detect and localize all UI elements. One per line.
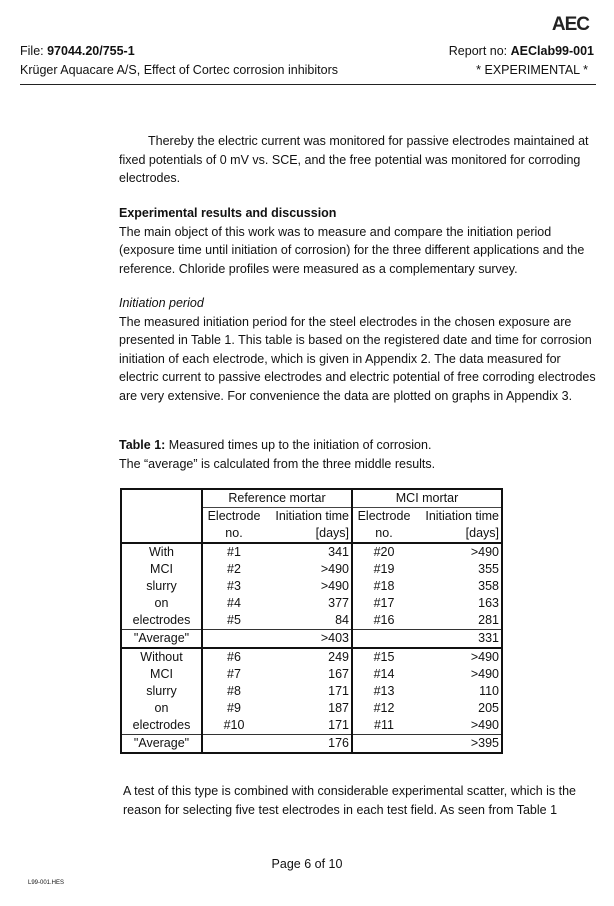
aec-logo: AEC (551, 14, 589, 35)
mci-initiation-time: 355 (478, 562, 499, 576)
ref-average: 176 (265, 735, 352, 754)
ref-electrode-no: #5 (227, 613, 241, 627)
section-heading: Experimental results and discussion (119, 206, 337, 220)
row-label: on (121, 595, 202, 612)
row-label: MCI (121, 561, 202, 578)
mci-initiation-time: >490 (415, 543, 502, 561)
table-row (121, 543, 502, 561)
file-number (20, 44, 135, 58)
empty-cell (352, 630, 415, 649)
initiation-table (120, 488, 503, 754)
mci-average: >395 (415, 735, 502, 754)
mci-initiation-time: >490 (415, 648, 502, 666)
table-row (121, 700, 502, 717)
ref-initiation-time: 341 (265, 543, 352, 561)
group-header-reference: Reference mortar (202, 489, 352, 508)
ref-electrode-no: #2 (227, 562, 241, 576)
col-header: Initiation time (265, 508, 352, 526)
col-header: no. (375, 526, 393, 540)
table-caption (119, 436, 599, 473)
col-header: [days] (465, 526, 499, 540)
col-header: Electrode (357, 509, 411, 523)
report-label: Report no: (448, 44, 511, 58)
paragraph-text: The main object of this work was to measure and compare the initiation period (exposure time until initiation of corrosion) for the three different applications and the reference. Chloride profiles were measured as a complementary survey. (119, 224, 585, 276)
table-row (121, 578, 502, 595)
ref-electrode-no: #4 (227, 596, 241, 610)
mci-electrode-no: #20 (352, 543, 415, 561)
ref-initiation-time: 249 (265, 648, 352, 666)
caption-label: Table 1: (119, 438, 166, 452)
header-corner-cell (121, 489, 202, 543)
paragraph-text: Thereby the electric current was monitored for passive electrodes maintained at fixed potentials of 0 mV vs. SCE, and the free potential was monitored for corroding electrodes. (119, 134, 589, 185)
empty-cell (202, 630, 265, 649)
mci-electrode-no: #15 (352, 648, 415, 666)
mci-electrode-no: #13 (373, 684, 395, 698)
ref-electrode-no: #8 (227, 684, 241, 698)
initiation-section (119, 294, 599, 405)
row-label: on (121, 700, 202, 717)
report-no: AEClab99-001 (510, 44, 594, 58)
empty-cell (352, 735, 415, 754)
ref-initiation-time: 187 (265, 700, 352, 717)
mci-electrode-no: #16 (373, 613, 395, 627)
ref-initiation-time: 84 (265, 612, 352, 630)
mci-initiation-time: 110 (479, 684, 499, 698)
table-row (121, 683, 502, 700)
ref-average: >403 (265, 630, 352, 649)
subsection-heading: Initiation period (119, 296, 204, 310)
table-row (121, 666, 502, 683)
row-label: slurry (121, 683, 202, 700)
paragraph-text: The measured initiation period for the steel electrodes in the chosen exposure are presented in Table 1. This table is based on the registered date and time for corrosion initiation of each electrode, which is given in Appendix 2. The data measured for electric current to passive electrodes and electric potential of free corroding electrodes are very extensive. For convenience the data are plotted on graphs in Appendix 3. (119, 314, 596, 403)
mci-average: 331 (415, 630, 502, 649)
empty-cell (202, 735, 265, 754)
table-row (121, 561, 502, 578)
ref-initiation-time: 167 (265, 666, 352, 683)
mci-electrode-no: #18 (373, 579, 395, 593)
file-no: 97044.20/755-1 (47, 44, 135, 58)
mci-electrode-no: #11 (374, 718, 394, 732)
col-header: Initiation time (425, 509, 499, 523)
ref-electrode-no: #7 (227, 667, 241, 681)
mci-electrode-no: #12 (373, 701, 395, 715)
paragraph-text: A test of this type is combined with considerable experimental scatter, which is the reason for selecting five test electrodes in each test field. As seen from Table 1 (123, 784, 577, 817)
table-header-row (121, 489, 502, 508)
row-label: electrodes (121, 717, 202, 735)
ref-initiation-time: >490 (265, 578, 352, 595)
footer-filename: L99-001.HES (28, 880, 65, 886)
average-row (121, 735, 502, 754)
caption-text: Measured times up to the initiation of corrosion. (165, 438, 432, 452)
report-number (449, 44, 594, 58)
ref-electrode-no: #10 (223, 718, 245, 732)
ref-initiation-time: 171 (265, 717, 352, 735)
row-label: electrodes (121, 612, 202, 630)
table-row (121, 612, 502, 630)
ref-initiation-time: >490 (265, 561, 352, 578)
ref-initiation-time: 377 (265, 595, 352, 612)
mci-initiation-time: 205 (478, 701, 499, 715)
ref-electrode-no: #3 (227, 579, 241, 593)
mci-initiation-time: 281 (478, 613, 499, 627)
caption-note: The “average” is calculated from the three middle results. (119, 456, 436, 471)
average-label: "Average" (121, 735, 202, 754)
mci-initiation-time: >490 (470, 667, 499, 681)
results-section (119, 204, 599, 278)
mci-electrode-no: #19 (373, 562, 395, 576)
mci-initiation-time: 163 (478, 596, 499, 610)
col-header: no. (225, 526, 243, 540)
row-label: slurry (121, 578, 202, 595)
mci-initiation-time: >490 (470, 718, 499, 732)
average-label: "Average" (121, 630, 202, 649)
page-number: Page 6 of 10 (271, 857, 343, 871)
row-label: With (121, 543, 202, 561)
average-row (121, 630, 502, 649)
file-label: File: (20, 44, 48, 58)
ref-electrode-no: #1 (202, 543, 265, 561)
ref-initiation-time: 171 (265, 683, 352, 700)
ref-electrode-no: #9 (227, 701, 241, 715)
mci-electrode-no: #17 (373, 596, 395, 610)
header-divider (20, 84, 596, 85)
intro-paragraph (119, 132, 599, 188)
col-header: [days] (265, 525, 352, 543)
mci-initiation-time: 358 (478, 579, 499, 593)
table-row (121, 648, 502, 666)
ref-electrode-no: #6 (202, 648, 265, 666)
document-subtitle: Krüger Aquacare A/S, Effect of Cortec corrosion inhibitors (20, 63, 338, 77)
scatter-paragraph (123, 782, 603, 819)
row-label: Without (121, 648, 202, 666)
table-row (121, 717, 502, 735)
col-header: Electrode (207, 509, 261, 523)
table-row (121, 595, 502, 612)
mci-electrode-no: #14 (373, 667, 395, 681)
row-label: MCI (121, 666, 202, 683)
group-header-mci: MCI mortar (352, 489, 502, 508)
status-label: * EXPERIMENTAL * (476, 63, 588, 77)
